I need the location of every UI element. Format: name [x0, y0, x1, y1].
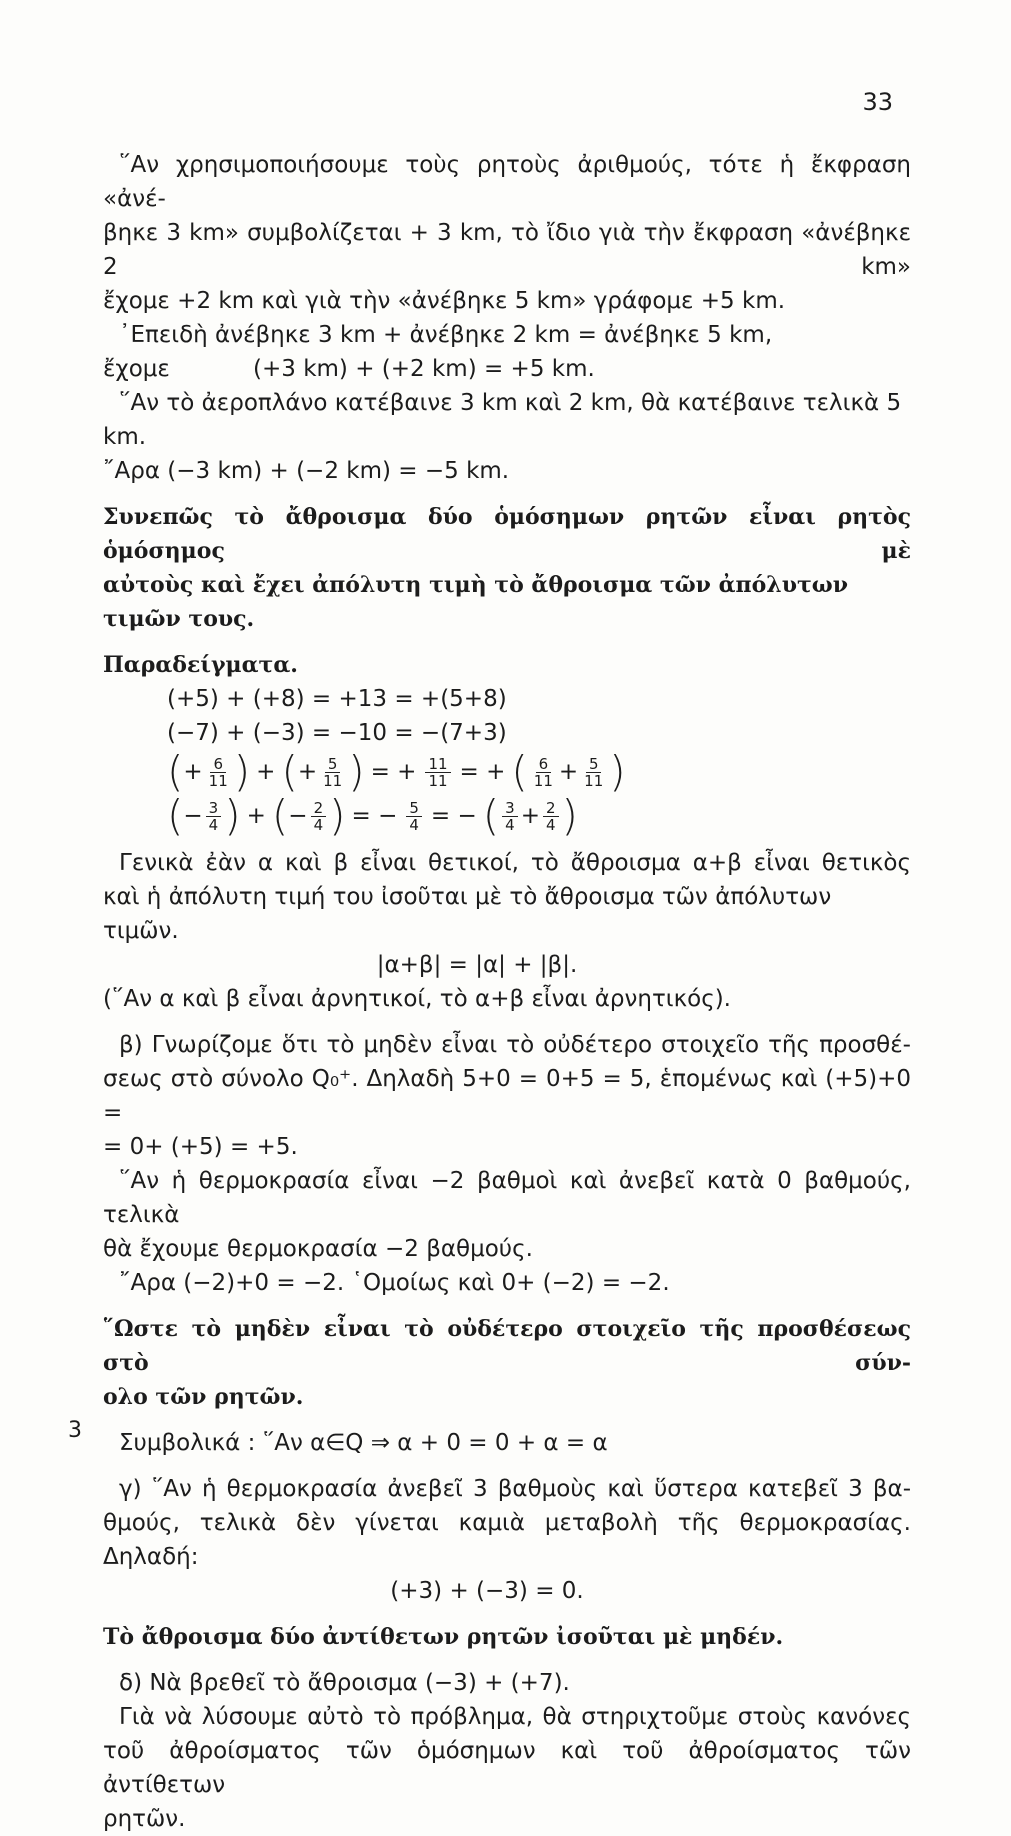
sign: +	[256, 759, 276, 785]
sign: +	[297, 759, 318, 785]
fraction: $\frac{5}{11}$	[584, 754, 604, 790]
fraction-equation	[103, 791, 911, 840]
paren: (	[167, 791, 184, 840]
text-line: ῞Αν χρησιμοποιήσουμε τοὺς ρητοὺς ἀριθμούς, τότε ἡ ἔκφραση «ἀνέ-	[103, 152, 911, 212]
sign: = +	[459, 759, 506, 785]
page-body	[103, 148, 911, 1836]
text-line: θὰ ἔχουμε θερμοκρασία −2 βαθμούς.	[103, 1236, 533, 1262]
example-equation: (+5) + (+8) = +13 = +(5+8)	[167, 686, 507, 712]
paren: )	[348, 747, 365, 796]
paren: )	[329, 791, 346, 840]
sign: = +	[370, 759, 417, 785]
fraction: $\frac{3}{4}$	[206, 800, 222, 833]
text-line: ἔχομε +2 km καὶ γιὰ τὴν «ἀνέβηκε 5 km» γράφομε +5 km.	[103, 288, 786, 314]
rule-statement: ῞Ωστε τὸ μηδὲν εἶναι τὸ οὐδέτερο στοιχεῖο τῆς προσθέσεως στὸ σύν-	[103, 1316, 911, 1376]
paren: (	[482, 791, 500, 840]
text-line: Γενικὰ ἐὰν α καὶ β εἶναι θετικοί, τὸ ἄθροισμα α+β εἶναι θετικὸς	[119, 850, 911, 876]
text-line: καὶ ἡ ἀπόλυτη τιμή του ἰσοῦται μὲ τὸ ἄθροισμα τῶν ἀπόλυτων τιμῶν.	[103, 884, 832, 944]
fraction: $\frac{5}{11}$	[323, 754, 343, 790]
rule-statement: ολο τῶν ρητῶν.	[103, 1384, 304, 1410]
text-line: ῎Αρα (−2)+0 = −2. ῾Ομοίως καὶ 0+ (−2) = −2.	[119, 1270, 670, 1296]
text-line: = 0+ (+5) = +5.	[103, 1134, 298, 1160]
text-line: θμούς, τελικὰ δὲν γίνεται καμιὰ μεταβολὴ τῆς θερμοκρασίας. Δηλαδή:	[103, 1510, 911, 1570]
text-line: ῞Αν ἡ θερμοκρασία εἶναι −2 βαθμοὶ καὶ ἀνεβεῖ κατὰ 0 βαθμούς, τελικὰ	[103, 1168, 911, 1228]
fraction: $\frac{2}{4}$	[543, 800, 559, 833]
paren: (	[511, 747, 528, 796]
sign: −	[288, 803, 308, 829]
sign: +	[246, 803, 266, 829]
sign: −	[183, 803, 203, 829]
text-line: ᾿Επειδὴ ἀνέβηκε 3 km + ἀνέβηκε 2 km = ἀνέβηκε 5 km,	[119, 322, 773, 348]
paren: )	[224, 791, 241, 840]
example-equation: (−7) + (−3) = −10 = −(7+3)	[167, 720, 507, 746]
text-line: σεως στὸ σύνολο Q₀⁺. Δηλαδὴ 5+0 = 0+5 = 5, ἑπομένως καὶ (+5)+0 =	[103, 1066, 911, 1126]
text-segment: ἔχομε	[103, 356, 170, 382]
sign: +	[520, 803, 540, 829]
formula: |α+β| = |α| + |β|.	[376, 952, 578, 978]
text-line: ῎Αρα (−3 km) + (−2 km) = −5 km.	[103, 458, 510, 484]
text-line: γ) ῞Αν ἡ θερμοκρασία ἀνεβεῖ 3 βαθμοὺς καὶ ὕστερα κατεβεῖ 3 βα-	[119, 1476, 911, 1502]
examples-heading: Παραδείγματα.	[103, 652, 298, 678]
fraction: $\frac{5}{4}$	[406, 800, 422, 833]
paren: (	[281, 747, 298, 796]
formula: Συμβολικά : ῞Αν α∈Q ⇒ α + 0 = 0 + α = α	[119, 1430, 608, 1456]
paren: )	[561, 791, 578, 840]
fraction: $\frac{6}{11}$	[208, 754, 228, 790]
sign: +	[183, 759, 203, 785]
text-line: βηκε 3 km» συμβολίζεται + 3 km, τὸ ἴδιο γιὰ τὴν ἔκφραση «ἀνέβηκε 2 km»	[103, 220, 911, 280]
signature-mark: 3	[68, 1418, 82, 1443]
paren: )	[609, 747, 626, 796]
fraction: $\frac{2}{4}$	[311, 800, 327, 833]
page-number: 33	[862, 88, 893, 116]
text-line: β) Γνωρίζομε ὅτι τὸ μηδὲν εἶναι τὸ οὐδέτερο στοιχεῖο τῆς προσθέ-	[119, 1032, 911, 1058]
rule-statement: Συνεπῶς τὸ ἄθροισμα δύο ὁμόσημων ρητῶν εἶναι ρητὸς ὁμόσημος μὲ	[103, 504, 911, 564]
fraction: $\frac{6}{11}$	[533, 754, 553, 790]
paren: (	[167, 747, 184, 796]
text-line	[103, 352, 911, 386]
fraction: $\frac{11}{11}$	[425, 756, 450, 789]
sign: +	[558, 759, 579, 785]
rule-statement: Τὸ ἄθροισμα δύο ἀντίθετων ρητῶν ἰσοῦται μὲ μηδέν.	[103, 1624, 784, 1650]
paren: (	[271, 791, 289, 840]
sign: = −	[430, 803, 477, 829]
rule-statement: αὐτοὺς καὶ ἔχει ἀπόλυτη τιμὴ τὸ ἄθροισμα τῶν ἀπόλυτων τιμῶν τους.	[103, 572, 848, 632]
text-line: (῞Αν α καὶ β εἶναι ἀρνητικοί, τὸ α+β εἶναι ἀρνητικός).	[103, 986, 731, 1012]
formula: (+3) + (−3) = 0.	[390, 1578, 584, 1604]
fraction: $\frac{3}{4}$	[502, 800, 518, 833]
text-line: ῞Αν τὸ ἀεροπλάνο κατέβαινε 3 km καὶ 2 km, θὰ κατέβαινε τελικὰ 5 km.	[103, 390, 902, 450]
text-line: Γιὰ νὰ λύσουμε αὐτὸ τὸ πρόβλημα, θὰ στηριχτοῦμε στοὺς κανόνες	[119, 1704, 911, 1730]
paren: )	[233, 747, 251, 796]
sign: = −	[351, 803, 398, 829]
fraction-equation	[103, 747, 911, 796]
equation: (+3 km) + (+2 km) = +5 km.	[253, 356, 595, 382]
text-line: ρητῶν.	[103, 1806, 186, 1832]
text-line: τοῦ ἀθροίσματος τῶν ὁμόσημων καὶ τοῦ ἀθροίσματος τῶν ἀντίθετων	[103, 1738, 911, 1798]
text-line: δ) Νὰ βρεθεῖ τὸ ἄθροισμα (−3) + (+7).	[119, 1670, 570, 1696]
